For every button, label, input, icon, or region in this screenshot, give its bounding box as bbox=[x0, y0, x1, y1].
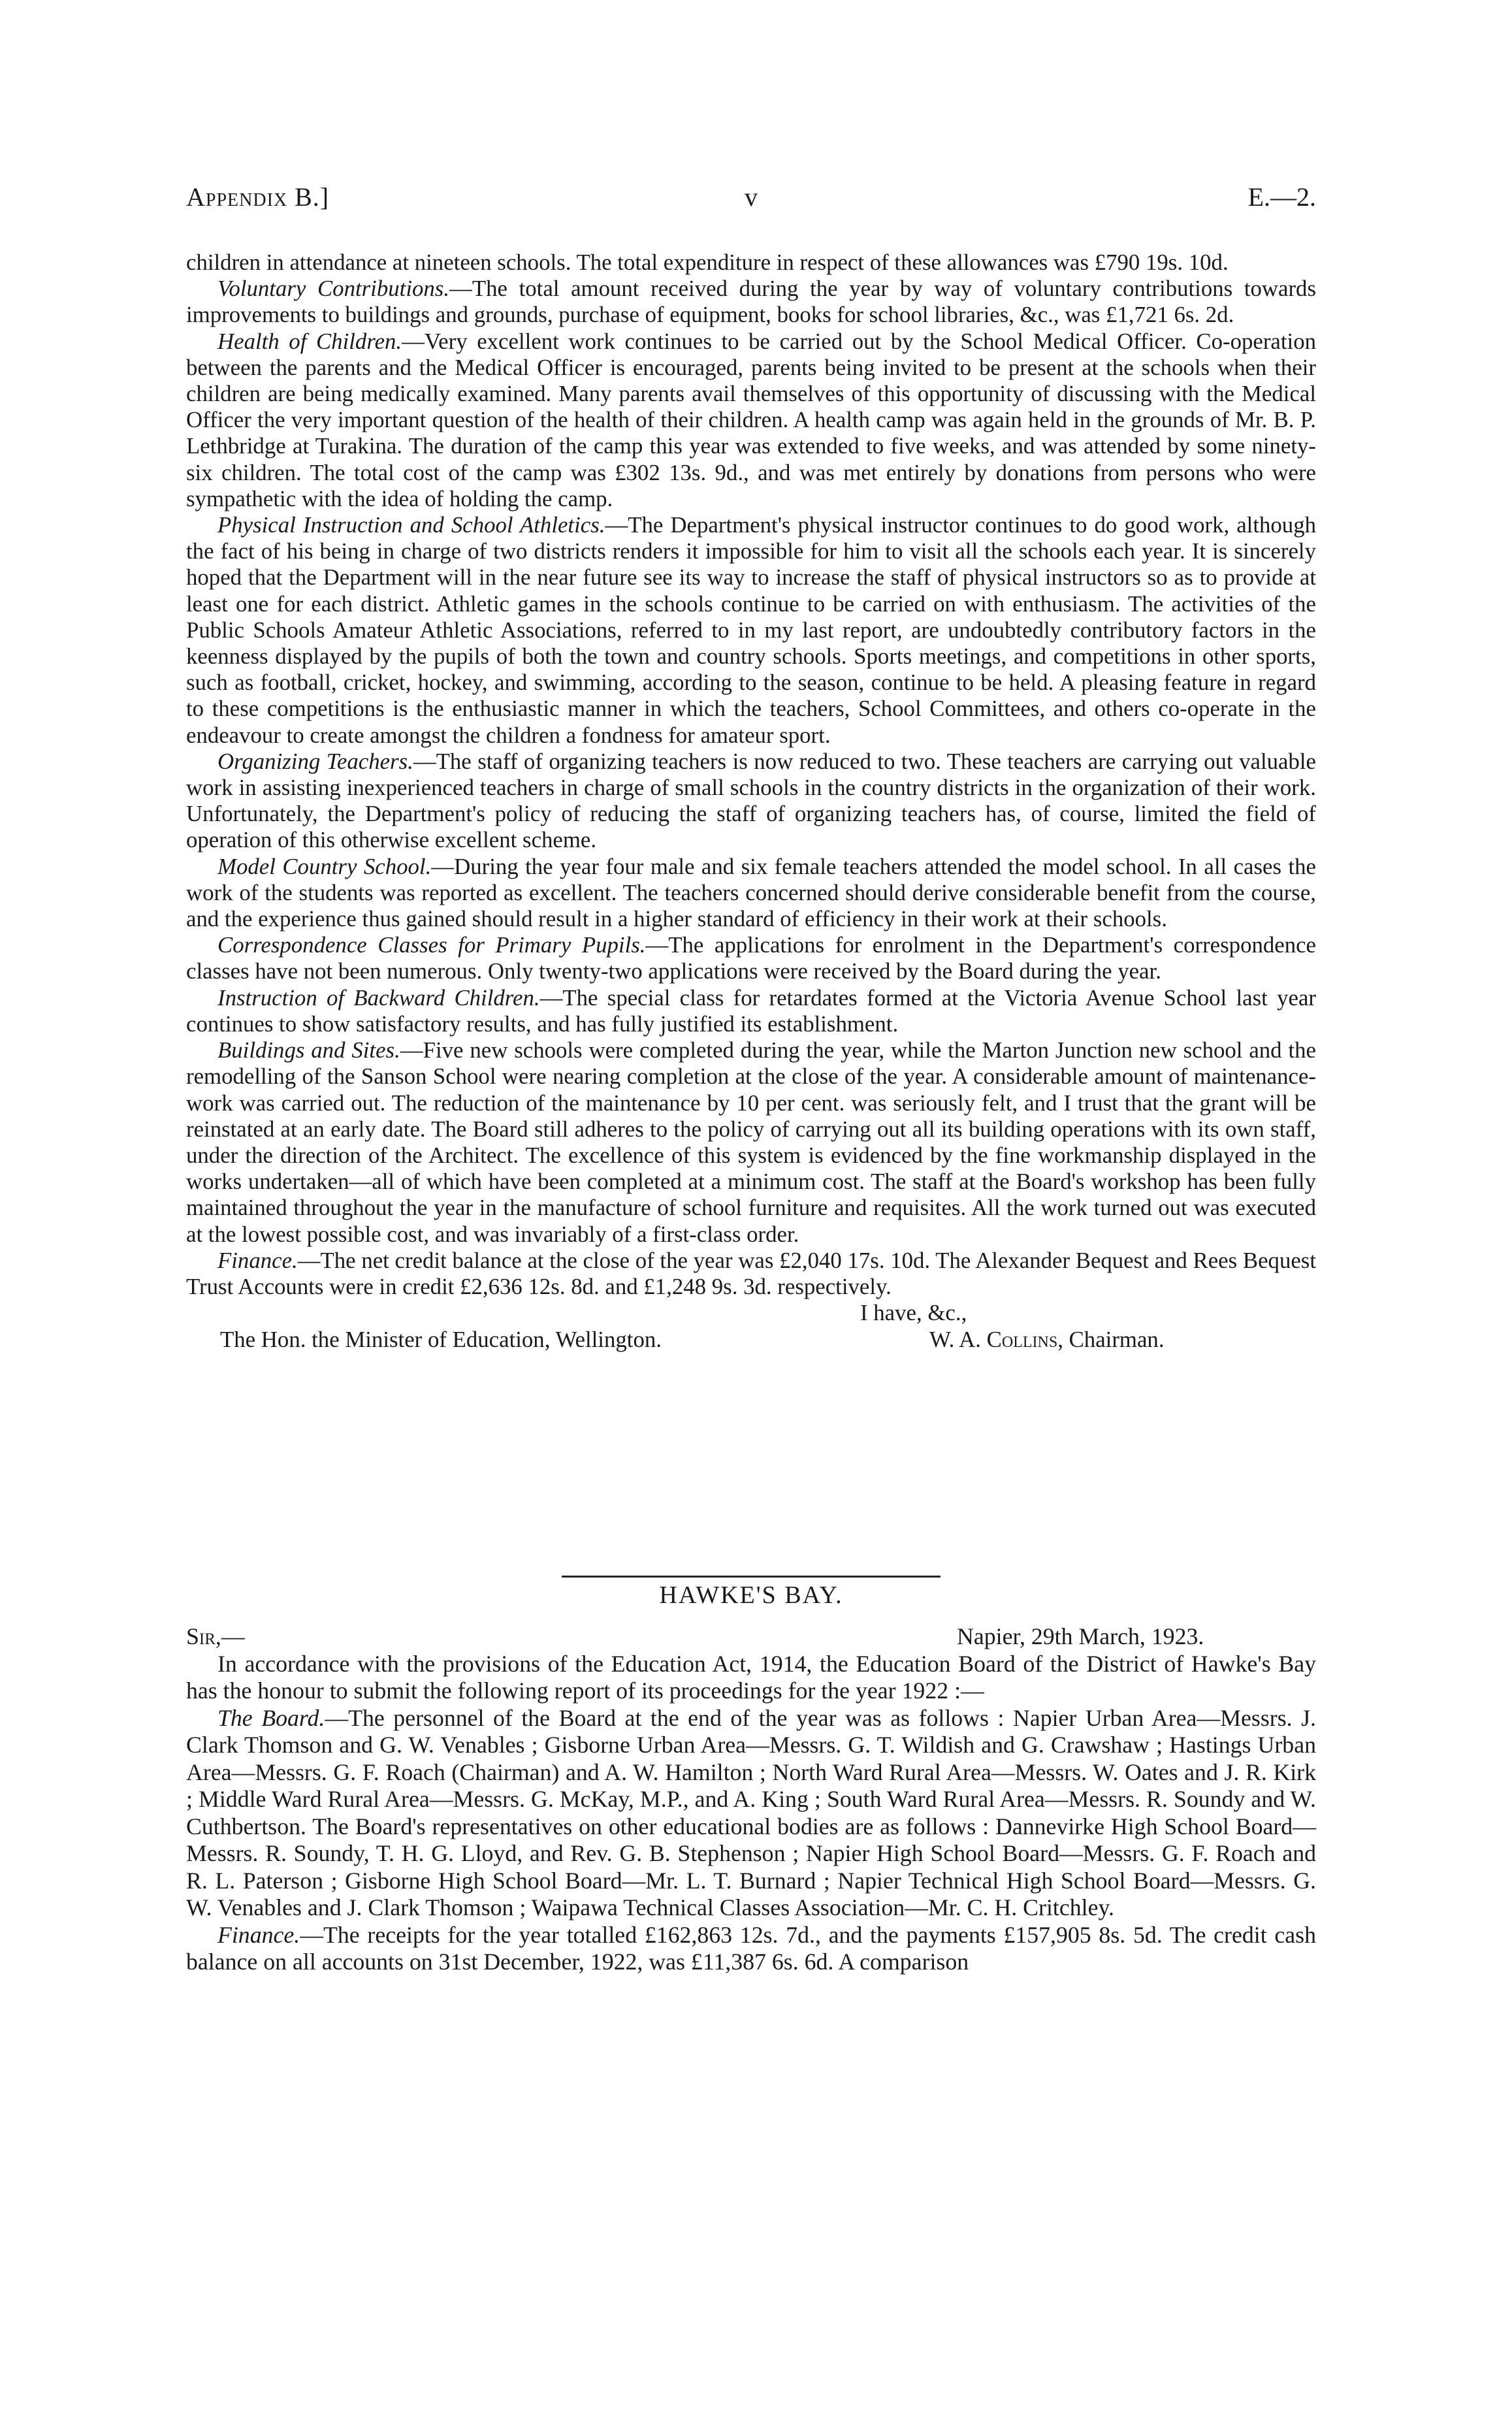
paragraph-heading: Organizing Teachers. bbox=[217, 748, 413, 774]
paragraph-heading: Model Country School. bbox=[217, 853, 432, 879]
paragraph-heading: Instruction of Backward Children. bbox=[217, 984, 540, 1011]
paragraph-list bbox=[186, 250, 1316, 1300]
paragraph-text: —The staff of organizing teachers is now reduced to two. These teachers are carrying out valuable work in assisting inexperienced teachers in charge of small schools in the country districts in the organization of their work. Unfortunately, the Department's policy of reducing the staff of organizing teachers has, of course, limited the field of operation of this otherwise excellent scheme. bbox=[186, 748, 1316, 853]
paragraph-heading: Correspondence Classes for Primary Pupils. bbox=[217, 932, 646, 958]
paragraph-heading: Finance. bbox=[217, 1247, 298, 1273]
paragraph-text: —Very excellent work continues to be carried out by the School Medical Officer. Co-operation between the parents and the Medical Officer is encouraged, parents being invited to be present at the schools when their children are being medically examined. Many parents avail themselves of this opportunity of discussing with the Medical Officer the very important question of the health of their children. A health camp was again held in the grounds of Mr. B. P. Lethbridge at Turakina. The duration of the camp this year was extended to five weeks, and was attended by some ninety-six children. The total cost of the camp was £302 13s. 9d., and was met entirely by donations from persons who were sympathetic with the idea of holding the camp. bbox=[186, 328, 1316, 511]
signature-title: , Chairman. bbox=[1057, 1327, 1165, 1353]
paragraph-heading: Buildings and Sites. bbox=[217, 1037, 400, 1063]
paragraph bbox=[186, 749, 1316, 854]
paragraph-text: —The Department's physical instructor continues to do good work, although the fact of his being in charge of two districts renders it impossible for him to visit all the schools each year. It is sincerely hoped that the Department will in the near future see its way to increase the staff of physical instructors so as to provide at least one for each district. Athletic games in the schools continue to be carried on with enthusiasm. The activities of the Public Schools Amateur Athletic Associations, referred to in my last report, are undoubtedly contributory factors in the keenness displayed by the pupils of both the town and country schools. Sports meetings, and competitions in other sports, such as football, cricket, hockey, and swimming, according to the season, continue to be held. A pleasing feature in regard to these competitions is the enthusiastic manner in which the teachers, School Committees, and others co-operate in the endeavour to create amongst the children a fondness for amateur sport. bbox=[186, 512, 1316, 748]
salutation-row bbox=[186, 1623, 1316, 1651]
paragraph-text: —The special class for retardates formed at the Victoria Avenue School last year continues to show satisfactory results, and has fully justified its establishment. bbox=[186, 984, 1316, 1037]
paragraph bbox=[186, 1922, 1316, 1976]
paragraph-heading: Voluntary Contributions. bbox=[217, 276, 450, 302]
paragraph-text: —Five new schools were completed during the year, while the Marton Junction new school and the remodelling of the Sanson School were nearing completion at the close of the year. A considerable amount of maintenance-work was carried out. The reduction of the maintenance by 10 per cent. was seriously felt, and I trust that the grant will be reinstated at an early date. The Board still adheres to the policy of carrying out all its building operations with its own staff, under the direction of the Architect. The excellence of this system is evidenced by the fine workmanship displayed in the works undertaken—all of which have been completed at a minimum cost. The staff at the Board's workshop has been fully maintained throughout the year in the manufacture of school furniture and requisites. All the work turned out was executed at the lowest possible cost, and was invariably of a first-class order. bbox=[186, 1037, 1316, 1247]
paragraph-text: In accordance with the provisions of the Education Act, 1914, the Education Board of the District of Hawke's Bay has the honour to submit the following report of its proceedings for the year 1922 :— bbox=[186, 1650, 1316, 1704]
signature bbox=[929, 1327, 1165, 1353]
paragraph bbox=[186, 1705, 1316, 1922]
paragraph bbox=[186, 985, 1316, 1037]
section-report-continuation bbox=[186, 250, 1316, 1353]
appendix-label: Appendix B.] bbox=[186, 182, 330, 212]
paragraph-text: —The total amount received during the year by way of voluntary contributions towards improvements to buildings and grounds, purchase of equipment, books for school libraries, &c., was £1,721 6s. 2d. bbox=[186, 276, 1316, 328]
signature-name: W. A. Collins bbox=[929, 1327, 1058, 1353]
paragraph-text: —The applications for enrolment in the Department's correspondence classes have not been numerous. Only twenty-two applications were received by the Board during the year. bbox=[186, 932, 1316, 984]
letter-date: Napier, 29th March, 1923. bbox=[957, 1623, 1204, 1649]
paragraph bbox=[186, 854, 1316, 933]
page-numeral: v bbox=[745, 182, 758, 212]
paragraph-text: —The personnel of the Board at the end of the year was as follows : Napier Urban Area—Messrs. J. Clark Thomson and G. W. Venables ; Gisborne Urban Area—Messrs. G. T. Wildish and G. Crawshaw ; Hastings Urban Area—Messrs. G. F. Roach (Chairman) and A. W. Hamilton ; North Ward Rural Area—Messrs. W. Oates and J. R. Kirk ; Middle Ward Rural Area—Messrs. G. McKay, M.P., and A. King ; South Ward Rural Area—Messrs. R. Soundy and W. Cuthbertson. The Board's representatives on other educational bodies are as follows : Dannevirke High School Board—Messrs. R. Soundy, T. H. G. Lloyd, and Rev. G. B. Stephenson ; Napier High School Board—Messrs. G. F. Roach and R. L. Paterson ; Gisborne High School Board—Mr. L. T. Burnard ; Napier Technical High School Board—Messrs. G. W. Venables and J. Clark Thomson ; Waipawa Technical Classes Association—Mr. C. H. Critchley. bbox=[186, 1704, 1316, 1920]
paragraph bbox=[186, 512, 1316, 749]
paragraph-list bbox=[186, 1651, 1316, 1976]
paragraph bbox=[186, 932, 1316, 984]
addressee: The Hon. the Minister of Education, Wellington. bbox=[220, 1327, 662, 1353]
paragraph-text: children in attendance at nineteen schools. The total expenditure in respect of these allowances was £790 19s. 10d. bbox=[186, 250, 1229, 275]
paragraph-heading: Physical Instruction and School Athletics. bbox=[217, 512, 605, 538]
paragraph bbox=[186, 1248, 1316, 1300]
paragraph-text: —The net credit balance at the close of the year was £2,040 17s. 10d. The Alexander Bequest and Rees Bequest Trust Accounts were in credit £2,636 12s. 8d. and £1,248 9s. 3d. respectively. bbox=[186, 1247, 1316, 1299]
paragraph bbox=[186, 329, 1316, 512]
series-number: E.—2. bbox=[1247, 182, 1316, 212]
paragraph-text: —The receipts for the year totalled £162,863 12s. 7d., and the payments £157,905 8s. 5d. The credit cash balance on all accounts on 31st December, 1922, was £11,387 6s. 6d. A comparison bbox=[186, 1921, 1316, 1975]
paragraph bbox=[186, 1037, 1316, 1248]
section-hawkes-bay bbox=[186, 1623, 1316, 1976]
paragraph-heading: Finance. bbox=[217, 1921, 300, 1948]
section-title: HAWKE'S BAY. bbox=[659, 1581, 843, 1609]
paragraph bbox=[186, 276, 1316, 328]
paragraph-text: —During the year four male and six female teachers attended the model school. In all cases the work of the students was reported as excellent. The teachers concerned should derive considerable benefit from the course, and the experience thus gained should result in a higher standard of efficiency in their work at their schools. bbox=[186, 853, 1316, 932]
paragraph bbox=[186, 1651, 1316, 1705]
paragraph-heading: Health of Children. bbox=[217, 328, 402, 354]
section-divider bbox=[562, 1576, 941, 1578]
page-header bbox=[186, 182, 1316, 221]
salutation: Sir,— bbox=[186, 1623, 245, 1649]
paragraph bbox=[186, 250, 1316, 276]
closing-line: I have, &c., bbox=[860, 1300, 967, 1326]
paragraph-heading: The Board. bbox=[217, 1704, 325, 1731]
sign-off bbox=[186, 1300, 1316, 1353]
